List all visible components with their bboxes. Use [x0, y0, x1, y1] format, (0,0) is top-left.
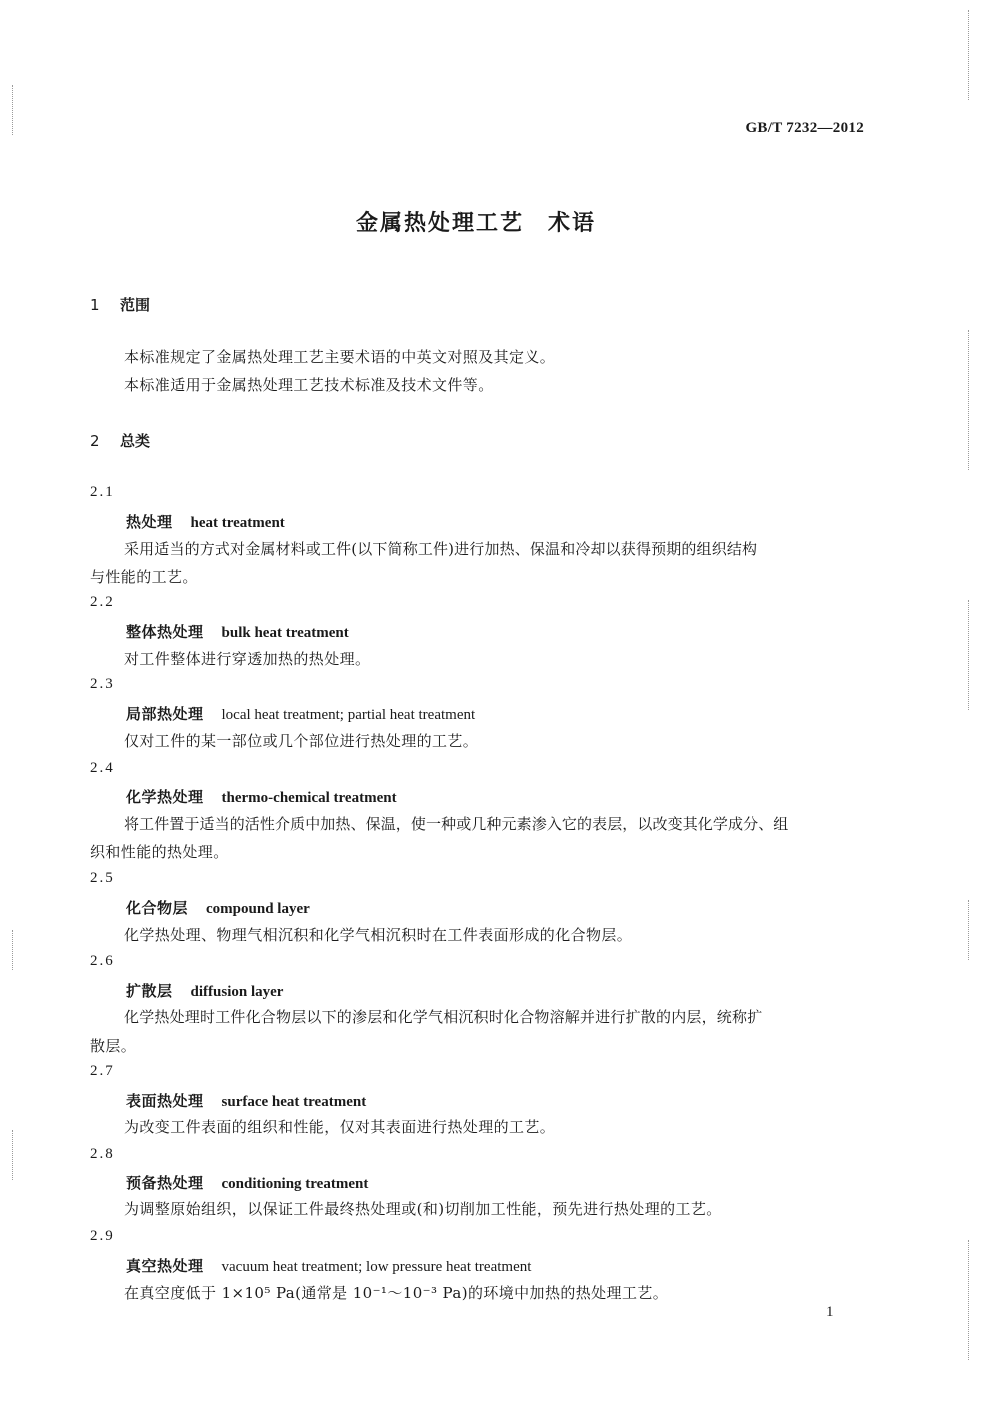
term-number: 2.9 [90, 1228, 115, 1244]
term-definition: 化学热处理时工件化合物层以下的渗层和化学气相沉积时化合物溶解并进行扩散的内层，统称扩 [124, 1008, 763, 1026]
scope-paragraph: 本标准规定了金属热处理工艺主要术语的中英文对照及其定义。 [124, 348, 556, 366]
page-number: 1 [826, 1304, 834, 1320]
term-chinese: 局部热处理 [126, 705, 204, 723]
term-entry [126, 897, 310, 918]
term-definition: 对工件整体进行穿透加热的热处理。 [124, 650, 371, 668]
term-number: 2.3 [90, 676, 115, 692]
term-chinese: 化学热处理 [126, 788, 204, 806]
term-english: thermo-chemical treatment [221, 790, 397, 806]
term-entry [126, 1255, 531, 1276]
term-definition-continued: 散层。 [90, 1037, 137, 1055]
term-chinese: 表面热处理 [126, 1092, 204, 1110]
term-chinese: 扩散层 [126, 982, 173, 1000]
scope-paragraph: 本标准适用于金属热处理工艺技术标准及技术文件等。 [124, 376, 494, 394]
left-margin-dots [12, 85, 15, 135]
left-margin-dots [12, 1130, 15, 1180]
term-number: 2.8 [90, 1146, 115, 1162]
left-margin-dots [12, 930, 15, 970]
section-heading-scope [90, 294, 150, 315]
term-definition: 为改变工件表面的组织和性能，仅对其表面进行热处理的工艺。 [124, 1118, 556, 1136]
term-english: surface heat treatment [221, 1094, 367, 1110]
term-chinese: 整体热处理 [126, 623, 204, 641]
term-entry [126, 1090, 366, 1111]
term-english: local heat treatment; partial heat treatment [221, 707, 476, 723]
section-heading-general [90, 430, 150, 451]
term-english: compound layer [206, 901, 310, 917]
section-title: 范围 [120, 296, 151, 314]
term-entry [126, 511, 285, 532]
term-number: 2.6 [90, 953, 115, 969]
term-chinese: 热处理 [126, 513, 173, 531]
term-entry [126, 786, 397, 807]
document-title: 金属热处理工艺 术语 [355, 211, 596, 236]
term-english: heat treatment [190, 515, 285, 531]
standard-code: GB/T 7232—2012 [745, 120, 864, 136]
term-number: 2.7 [90, 1063, 115, 1079]
term-chinese: 真空热处理 [126, 1257, 204, 1275]
section-number: 2 [90, 432, 100, 450]
term-number: 2.4 [90, 760, 115, 776]
right-margin-dots [968, 600, 971, 710]
section-title: 总类 [120, 432, 151, 450]
term-english: vacuum heat treatment; low pressure heat treatment [221, 1259, 532, 1275]
section-number: 1 [90, 296, 100, 314]
term-english: diffusion layer [190, 984, 284, 1000]
term-definition: 将工件置于适当的活性介质中加热、保温，使一种或几种元素渗入它的表层，以改变其化学成分、组 [124, 815, 789, 833]
term-entry [126, 621, 349, 642]
term-english: bulk heat treatment [221, 625, 349, 641]
term-definition-continued: 织和性能的热处理。 [90, 843, 229, 861]
right-margin-dots [968, 10, 971, 100]
right-margin-dots [968, 330, 971, 470]
right-margin-dots [968, 1240, 971, 1360]
term-definition-continued: 与性能的工艺。 [90, 568, 198, 586]
term-entry [126, 1172, 368, 1193]
term-entry [126, 980, 283, 1001]
term-number: 2.1 [90, 484, 115, 500]
term-entry [126, 703, 475, 724]
term-definition: 在真空度低于 1×10⁵ Pa(通常是 10⁻¹～10⁻³ Pa)的环境中加热的热处理工艺。 [124, 1284, 669, 1302]
term-definition: 仅对工件的某一部位或几个部位进行热处理的工艺。 [124, 732, 479, 750]
term-definition: 为调整原始组织，以保证工件最终热处理或(和)切削加工性能，预先进行热处理的工艺。 [124, 1200, 722, 1218]
term-number: 2.2 [90, 594, 115, 610]
term-chinese: 预备热处理 [126, 1174, 204, 1192]
term-definition: 采用适当的方式对金属材料或工件(以下简称工件)进行加热、保温和冷却以获得预期的组织结构 [124, 540, 758, 558]
right-margin-dots [968, 900, 971, 960]
term-number: 2.5 [90, 870, 115, 886]
term-english: conditioning treatment [221, 1176, 369, 1192]
term-definition: 化学热处理、物理气相沉积和化学气相沉积时在工件表面形成的化合物层。 [124, 926, 633, 944]
term-chinese: 化合物层 [126, 899, 189, 917]
